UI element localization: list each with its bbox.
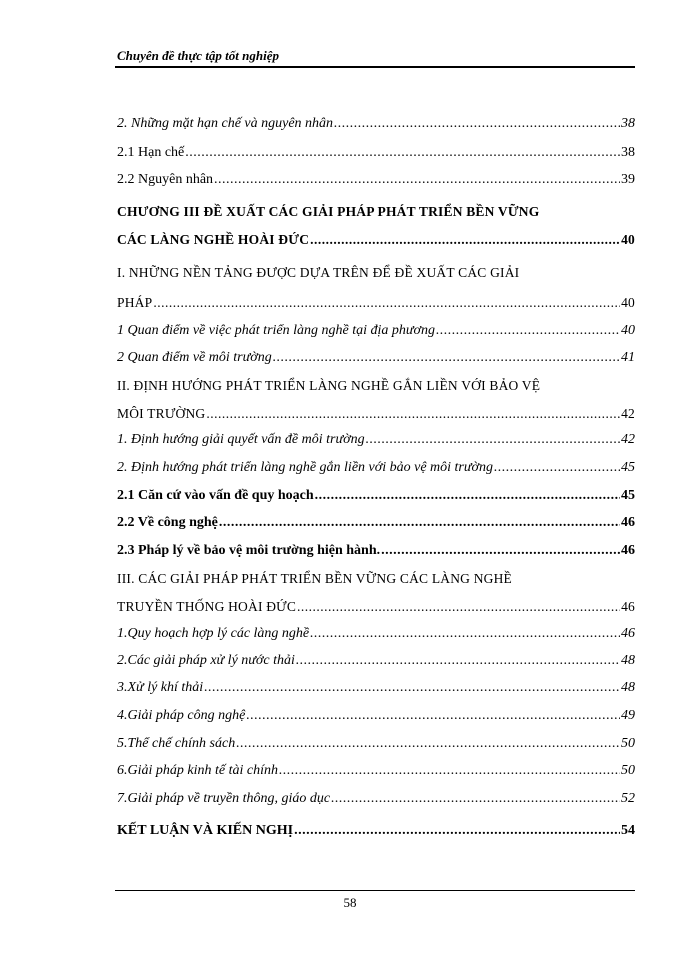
toc-entry [117, 172, 635, 188]
toc-entry [117, 145, 635, 161]
toc-entry-title: 2.Các giải pháp xử lý nước thải [117, 653, 295, 668]
toc-entry [117, 432, 635, 448]
toc-entry [117, 791, 635, 807]
toc-dot-leader [153, 295, 620, 311]
toc-entry [117, 599, 635, 615]
toc-entry [117, 232, 635, 248]
toc-dot-leader [334, 116, 620, 132]
toc-entry [117, 763, 635, 779]
toc-entry-page: 38 [621, 116, 635, 131]
toc-entry-title: 3.Xử lý khí thải [117, 680, 204, 695]
toc-entry-page: 40 [621, 232, 635, 247]
toc-entry-page: 40 [621, 295, 635, 310]
toc-dot-leader [381, 543, 620, 559]
toc-entry-title: 5.Thể chế chính sách [117, 736, 236, 751]
toc-entry [117, 116, 635, 132]
toc-entry-title: 4.Giải pháp công nghệ [117, 708, 246, 723]
toc-entry [117, 204, 635, 220]
toc-entry-title: 1.Quy hoạch hợp lý các làng nghề [117, 626, 310, 641]
toc-entry-page: 39 [621, 172, 635, 187]
toc-entry-page: 45 [621, 488, 635, 503]
toc-dot-leader [297, 599, 620, 615]
toc-entry [117, 653, 635, 669]
toc-entry-title: 2.1 Hạn chế [117, 145, 185, 160]
toc-entry [117, 488, 635, 504]
table-of-contents [117, 0, 635, 960]
toc-entry-page: 46 [621, 599, 635, 614]
toc-entry-page: 50 [621, 736, 635, 751]
toc-entry [117, 626, 635, 642]
toc-entry-title: 2.3 Pháp lý về bảo vệ môi trường hiện hành. [117, 543, 381, 558]
toc-entry-page: 46 [621, 515, 635, 530]
toc-entry-title: I. NHỮNG NỀN TẢNG ĐƯỢC DỰA TRÊN ĐỂ ĐỀ XUẤT CÁC GIẢI [117, 265, 520, 280]
toc-entry-page: 48 [621, 680, 635, 695]
toc-entry-title: 2. Những mặt hạn chế và nguyên nhân [117, 116, 334, 131]
toc-entry-page: 42 [621, 432, 635, 447]
toc-entry-page: 42 [621, 406, 635, 421]
toc-entry-title: 2. Định hướng phát triển làng nghề gắn liền với bảo vệ môi trường [117, 460, 493, 475]
toc-dot-leader [436, 323, 620, 339]
toc-entry-page: 48 [621, 653, 635, 668]
toc-entry [117, 460, 635, 476]
toc-entry [117, 323, 635, 339]
toc-entry [117, 406, 635, 422]
page-number: 58 [343, 895, 357, 910]
toc-dot-leader [214, 172, 620, 188]
toc-entry-title: CÁC LÀNG NGHỀ HOÀI ĐỨC [117, 232, 310, 247]
toc-dot-leader [315, 488, 620, 504]
toc-entry-title: KẾT LUẬN VÀ KIẾN NGHỊ [117, 823, 294, 838]
toc-entry [117, 295, 635, 311]
toc-dot-leader [331, 791, 620, 807]
toc-entry-title: TRUYỀN THỐNG HOÀI ĐỨC [117, 599, 297, 614]
toc-dot-leader [310, 232, 620, 248]
toc-entry [117, 680, 635, 696]
toc-dot-leader [236, 736, 620, 752]
toc-entry-page: 41 [621, 350, 635, 365]
toc-dot-leader [294, 823, 620, 839]
toc-entry-page: 54 [621, 823, 635, 838]
toc-entry-page: 49 [621, 708, 635, 723]
footer-rule [115, 890, 635, 891]
toc-entry [117, 736, 635, 752]
toc-dot-leader [246, 708, 620, 724]
toc-entry [117, 378, 635, 394]
toc-entry-title: III. CÁC GIẢI PHÁP PHÁT TRIỂN BỀN VỮNG CÁC LÀNG NGHỀ [117, 571, 513, 586]
toc-entry-page: 50 [621, 763, 635, 778]
toc-entry-title: 2.1 Căn cứ vào vấn đề quy hoạch [117, 488, 314, 503]
toc-entry-title: II. ĐỊNH HƯỚNG PHÁT TRIỂN LÀNG NGHỀ GẮN LIỀN VỚI BẢO VỆ [117, 378, 541, 393]
toc-dot-leader [204, 680, 620, 696]
toc-entry-title: 1. Định hướng giải quyết vấn đề môi trường [117, 432, 365, 447]
toc-entry-page: 46 [621, 626, 635, 641]
toc-entry [117, 823, 635, 839]
toc-entry-title: CHƯƠNG III ĐỀ XUẤT CÁC GIẢI PHÁP PHÁT TRIỂN BỀN VỮNG [117, 204, 540, 219]
toc-entry-page: 38 [621, 145, 635, 160]
toc-entry [117, 515, 635, 531]
toc-entry-title: 1 Quan điểm về việc phát triển làng nghề tại địa phương [117, 323, 435, 338]
toc-entry-page: 52 [621, 791, 635, 806]
toc-entry-title: 7.Giải pháp về truyền thông, giáo dục [117, 791, 331, 806]
page-header-title: Chuyên đề thực tập tốt nghiệp [117, 48, 279, 63]
toc-dot-leader [273, 350, 620, 366]
toc-entry-title: MÔI TRƯỜNG [117, 406, 206, 421]
toc-entry-title: 2.2 Nguyên nhân [117, 172, 214, 187]
toc-dot-leader [296, 653, 620, 669]
toc-entry-title: 6.Giải pháp kinh tế tài chính [117, 763, 278, 778]
toc-dot-leader [279, 763, 620, 779]
toc-entry [117, 350, 635, 366]
toc-entry [117, 265, 635, 281]
toc-entry-page: 40 [621, 323, 635, 338]
toc-dot-leader [366, 432, 620, 448]
toc-dot-leader [494, 460, 620, 476]
toc-entry-page: 46 [621, 543, 635, 558]
toc-entry [117, 708, 635, 724]
toc-dot-leader [219, 515, 620, 531]
toc-entry [117, 571, 635, 587]
toc-dot-leader [310, 626, 620, 642]
toc-entry-title: 2 Quan điểm về môi trường [117, 350, 272, 365]
toc-dot-leader [206, 406, 620, 422]
toc-entry-title: PHÁP [117, 295, 153, 310]
toc-dot-leader [185, 145, 620, 161]
toc-entry-page: 45 [621, 460, 635, 475]
toc-entry [117, 543, 635, 559]
toc-entry-title: 2.2 Về công nghệ [117, 515, 218, 530]
